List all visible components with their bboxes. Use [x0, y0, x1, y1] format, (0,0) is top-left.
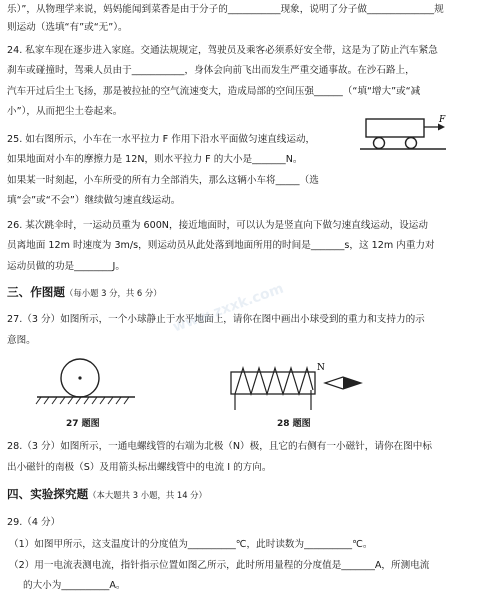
fig27-caption: 27 题图 — [66, 419, 100, 429]
q27-line-2: 意图。 — [7, 335, 36, 346]
solenoid-figure — [225, 360, 365, 415]
q25-line-4: 填“会”或“不会”）继续做匀速直线运动。 — [7, 195, 181, 206]
q24-line-3: 汽车开过后尘土飞扬，那是被拉扯的空气流速变大，造成局部的空间压强______（“填“增大”或“减 — [7, 86, 421, 97]
q27-line-1: 27.（3 分）如图所示，一个小球静止于水平地面上，请你在图中画出小球受到的重力和支持力的示 — [7, 314, 425, 325]
text-line-2: 则运动（选填“有”或“无”）。 — [7, 22, 128, 33]
cart-wheel-left — [374, 138, 385, 149]
watermark — [171, 281, 286, 336]
solenoid-pole-label: N — [317, 363, 325, 373]
cart-figure — [360, 113, 450, 153]
q29-line-3: （2）用一电流表测电流，指针指示位置如图乙所示，此时所用量程的分度值是_______A，所测电流 — [9, 560, 430, 571]
cart-body — [366, 119, 424, 137]
ball-figure — [35, 352, 140, 410]
q28-line-2: 出小磁针的南极（S）及用箭头标出螺线管中的电流 I 的方向。 — [7, 462, 272, 473]
q24-line-2: 刹车或碰撞时，驾乘人员由于___________，身体会向前飞出而发生严重交通事故。在沙石路上， — [7, 65, 415, 76]
cart-wheel-right — [406, 138, 417, 149]
q25-line-1: 25. 如右图所示，小车在一水平拉力 F 作用下沿水平面做匀速直线运动， — [7, 134, 316, 145]
q24-line-1: 24. 私家车现在逐步进入家庭。交通法规规定，驾驶员及乘客必须系好安全带，这是为了防止汽车紧急 — [7, 45, 438, 56]
ground-hatching — [36, 397, 129, 404]
fig28-caption: 28 题图 — [277, 419, 311, 429]
section-three-title: 三、作图题 — [7, 285, 65, 299]
q25-line-3: 如果某一时刻起，小车所受的所有力全部消失，那么这辆小车将_____（选 — [7, 175, 319, 186]
q25-line-2: 如果地面对小车的摩擦力是 12N，则水平拉力 F 的大小是_______N。 — [7, 154, 303, 165]
watermark-text: www.zxxk.com — [170, 280, 286, 336]
text-line-1: 乐）”，从物理学来说，妈妈能闻到菜香是由于分子的___________现象，说明了分子做______________规 — [7, 4, 444, 15]
force-label: F — [439, 115, 446, 125]
section-four-heading — [7, 488, 207, 502]
section-three-heading — [7, 286, 162, 300]
q28-line-1: 28.（3 分）如图所示，一通电螺线管的右端为北极（N）极，且它的右侧有一小磁针，请你在图中标 — [7, 441, 432, 452]
section-three-note: （每小题 3 分，共 6 分） — [64, 288, 162, 298]
section-four-note: （本大题共 3 小题，共 14 分） — [88, 490, 207, 500]
q26-line-1: 26. 某次跳伞时，一运动员重为 600N，接近地面时，可以认为是竖直向下做匀速直线运动，设运动 — [7, 220, 428, 231]
q24-line-4: 小”），从而把尘土卷起来。 — [7, 106, 123, 117]
section-four-title: 四、实验探究题 — [7, 487, 89, 501]
q29-line-2: （1）如图甲所示，这支温度计的分度值为__________℃，此时读数为__________℃。 — [9, 539, 373, 550]
ball-center-dot — [78, 376, 81, 379]
q26-line-3: 运动员做的功是________J。 — [7, 261, 125, 272]
q26-line-2: 员离地面 12m 时速度为 3m/s，则运动员从此处落到地面所用的时间是_______s，这 12m 内重力对 — [7, 240, 435, 251]
compass-needle-dark-half — [343, 377, 361, 389]
q29-line-4: 的大小为__________A。 — [23, 580, 126, 591]
q29-line-1: 29.（4 分） — [7, 517, 61, 528]
